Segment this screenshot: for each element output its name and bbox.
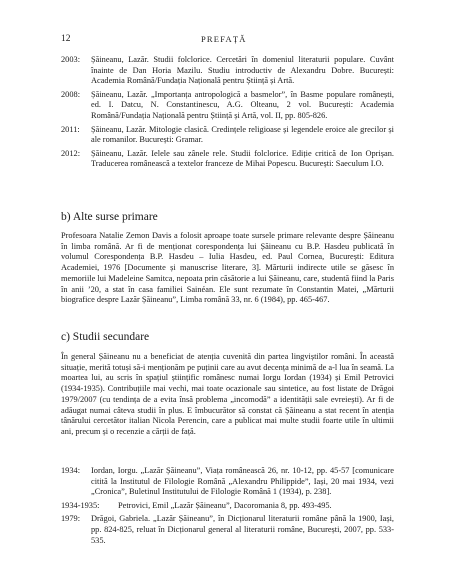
bibliography-entry: [61, 514, 394, 546]
bibliography-text: Șăineanu, Lazăr. Studii folclorice. Cercetări în domeniul literaturii populare. Cuvânt înainte de Dan Horia Mazilu. Studiu introductiv de Alexandru Dobre. București: Academia Română/Fundația Națională pentru Știință și Artă.: [91, 55, 394, 86]
section-c-body: [61, 352, 394, 438]
bibliography-entry: [61, 125, 394, 146]
bibliography-year: 2012:: [61, 148, 81, 158]
bibliography-year: 2003:: [61, 55, 81, 64]
bibliography-year: 1934-1935:: [61, 500, 100, 510]
bibliography-entry: [61, 501, 394, 512]
bibliography-year: 1934:: [61, 466, 81, 475]
bibliography-text: Drăgoi, Gabriela. „Lazăr Șăineanu”, în Dicționarul literaturii române până la 1900, Iași, pp. 824-825, reluat în Dicționarul general al literaturii române, București, 2007, pp. 533-535.: [91, 514, 394, 545]
section-b-body: [61, 231, 394, 306]
section-c-paragraph: În general Șăineanu nu a beneficiat de atenția cuvenită din partea lingviștilor români. În această situație, merită totuși să-i menționăm pe puținii care au avut decența minimă de a-l lua în seamă. La moartea lui, au scris în spațiul științific românesc numai Iorgu Iordan (1934) și Emil Petrovici (1934-1935). Contribuțiile mai vechi, mai toate ocazionale sau sintetice, au fost listate de Drăgoi 1979/2007 (cu tendința de a evita însă problema „incomodă” a identității sale evreiești). Ar fi de adăugat numai câteva studii în plus. E îmbucurător să constat că Șăineanu a stat recent în atenția tânărului cercetător italian Nicola Perencin, care a publicat mai multe studii foarte utile în ultimii ani, precum și o recenzie a cărții de față.: [61, 352, 394, 436]
section-heading-c: c) Studii secundare: [61, 331, 150, 343]
section-heading-b: b) Alte surse primare: [61, 211, 158, 223]
bibliography-year: 2008:: [61, 89, 81, 99]
bibliography-text: Șăineanu, Lazăr. „Importanța antropologică a basmelor”, în Basme populare românești, ed. I. Datcu, N. Constantinescu, A.G. Olteanu, 2 vol. București: Academia Română/Fundația Națională pentru Știință și Artă, vol. II, pp. 805-826.: [91, 89, 394, 120]
section-b-paragraph: Profesoara Natalie Zemon Davis a folosit aproape toate sursele primare relevante despre Șăineanu în limba română. Ar fi de menționat corespondența lui Șăineanu cu B.P. Hasdeu publicată în volumul Corespondența B.P. Hasdeu – Iulia Hasdeu, ed. Paul Cornea, București: Editura Academiei, 1976 [Documente și manuscrise literare, 3]. Mărturii indirecte utile se găsesc în memoriile lui Madeleine Samitca, nepoata prin căsătorie a lui Șăineanu, care, studentă fiind la Paris în anii ’20, a stat în casa familiei Sainéan. Ele sunt rezumate în Constantin Matei, „Mărturii biografice despre Lazăr Șăineanu”, Limba română 33, nr. 6 (1984), pp. 465-467.: [61, 231, 394, 305]
bibliography-text: Șăineanu, Lazăr. Ielele sau zânele rele. Studii folclorice. Ediție critică de Ion Oprișan. Traducerea românească a textelor franceze de Mihai Popescu. București: Saeculum I.O.: [91, 148, 394, 169]
bibliography-year: 2011:: [61, 124, 80, 134]
page-number: 12: [61, 34, 71, 44]
bibliography-entry: [61, 55, 394, 87]
bibliography-entry: [61, 90, 394, 122]
bibliography-text: Iordan, Iorgu. „Lazăr Șăineanu”, Viața românească 26, nr. 10-12, pp. 45-57 [comunicare citită la Institutul de Filologie Română „Alexandru Philippide”, Iași, 20 mai 1934, vezi „Cronica”, Buletinul Institutului de Filologie Română 1 (1934), p. 238].: [91, 466, 394, 497]
bibliography-secondary-list: [61, 466, 394, 546]
bibliography-year: 1979:: [61, 514, 81, 524]
bibliography-entry: [61, 149, 394, 170]
bibliography-text: Șăineanu, Lazăr. Mitologie clasică. Credințele religioase și legendele eroice ale grecilor și ale romanilor. București: Gramar.: [91, 124, 394, 145]
bibliography-primary-list: [61, 55, 394, 170]
running-title: PREFAȚĂ: [201, 34, 247, 44]
bibliography-entry: [61, 466, 394, 498]
bibliography-text: Petrovici, Emil „Lazăr Șăineanu”, Dacoromania 8, pp. 493-495.: [118, 500, 332, 510]
